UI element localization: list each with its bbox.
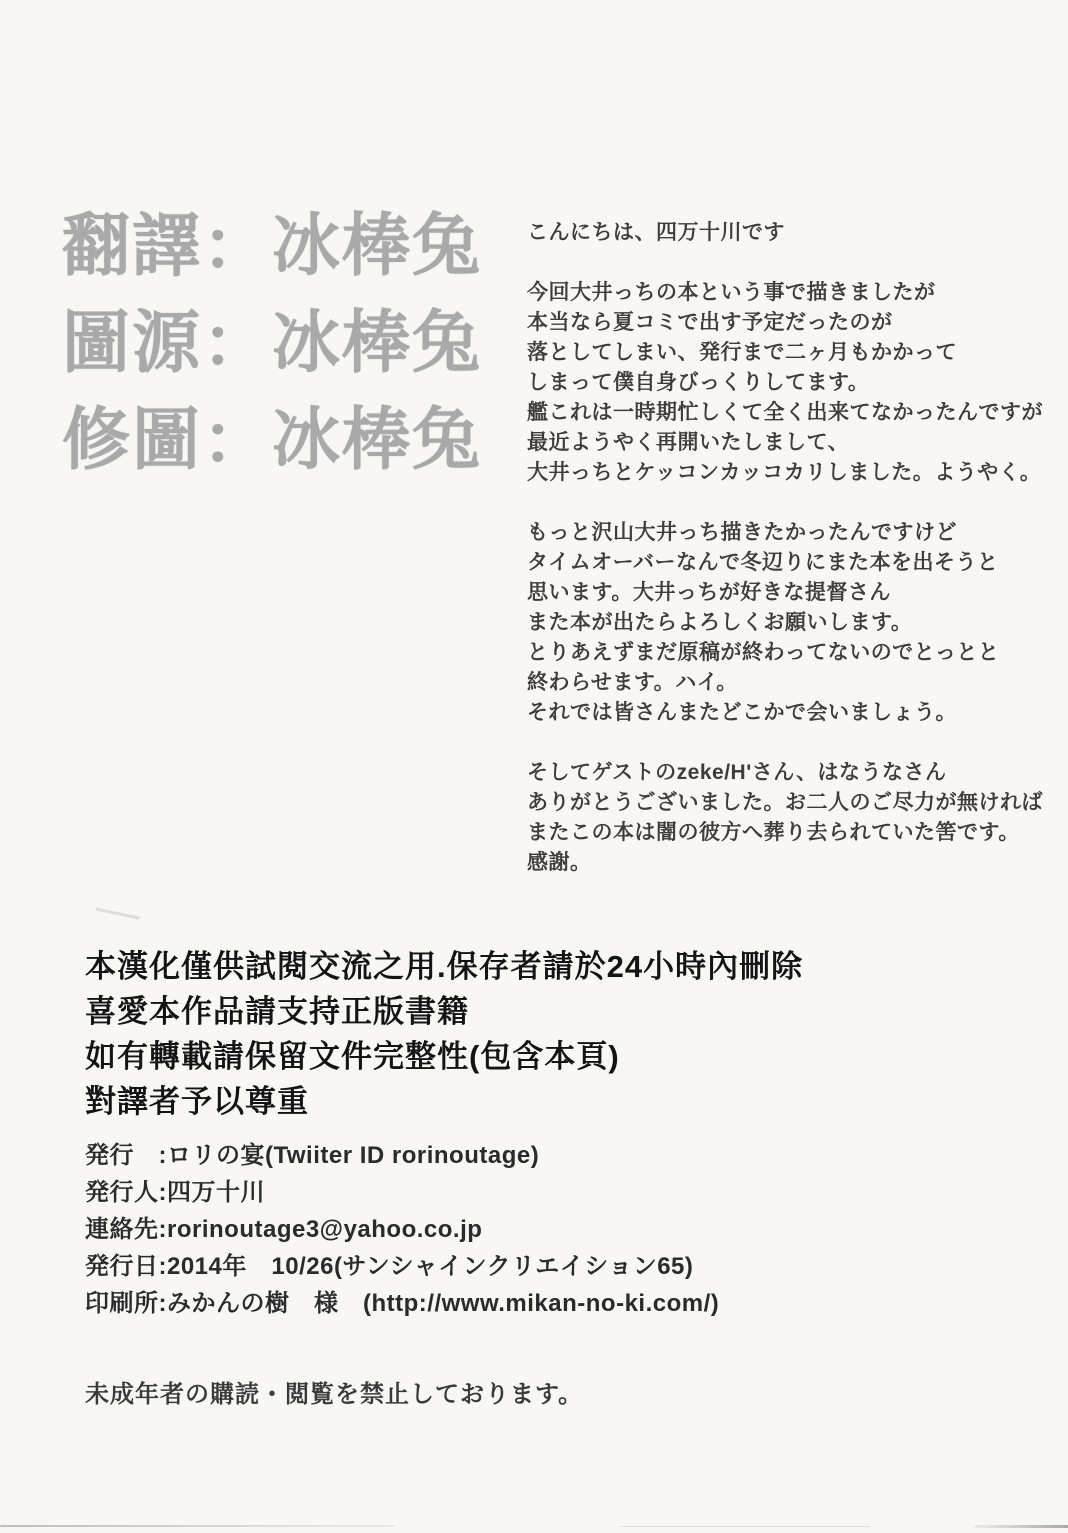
scan-artifact-bottom-mid (620, 1526, 870, 1527)
scan-artifact-bottom-left (0, 1525, 395, 1527)
notice-respect-translator: 對譯者予以尊重 (85, 1084, 309, 1119)
afterword-line: またこの本は闇の彼方へ葬り去られていた筈です。 (527, 821, 1020, 844)
afterword-line: 今回大井っちの本という事で描きましたが (527, 281, 936, 304)
afterword-line: 大井っちとケッコンカッコカリしました。ようやく。 (527, 461, 1042, 484)
notice-support-official: 喜愛本作品請支持正版書籍 (85, 994, 469, 1029)
colophon-author: 発行人:四万十川 (85, 1179, 265, 1206)
afterword-paragraph-2 (527, 518, 1057, 728)
afterword-line: そしてゲストのzeke/H'さん、はなうなさん (527, 761, 947, 784)
translation-credits (62, 198, 482, 489)
afterword-greeting (527, 218, 1057, 248)
colophon-printer: 印刷所:みかんの樹 様 (http://www.mikan-no-ki.com/) (85, 1290, 720, 1317)
afterword-line: こんにちは、四万十川です (527, 221, 785, 244)
afterword-line: とりあえずまだ原稿が終わってないのでとっとと (527, 641, 1000, 664)
notice-delete-24h: 本漢化僅供試閱交流之用.保存者請於24小時內刪除 (85, 949, 804, 984)
afterword-line: 最近ようやく再開いたしまして、 (527, 431, 850, 454)
afterword-line: ありがとうございました。お二人のご尽力が無ければ (527, 791, 1043, 814)
afterword-line: しまって僕自身びっくりしてます。 (527, 371, 870, 394)
publication-colophon (85, 1137, 719, 1322)
afterword-line: 終わらせます。ハイ。 (527, 671, 738, 694)
scan-smudge (95, 907, 140, 919)
afterword-line: それでは皆さんまたどこかで会いましょう。 (527, 701, 957, 724)
afterword-line: 感謝。 (527, 851, 592, 874)
age-restriction-notice: 未成年者の購読・閲覧を禁止しております。 (85, 1381, 584, 1408)
afterword-line: 落としてしまい、発行まで二ヶ月もかかって (527, 341, 957, 364)
afterword-line: 本当なら夏コミで出す予定だったのが (527, 311, 893, 334)
afterword-line: 艦これは一時期忙しくて全く出来てなかったんですが (527, 401, 1043, 424)
afterword-paragraph-1 (527, 278, 1057, 488)
afterword-line: 思います。大井っちが好きな提督さん (527, 581, 891, 604)
afterword-paragraph-3 (527, 758, 1057, 878)
credit-raw-provider: 圖源：冰棒兔 (62, 305, 483, 381)
scanlation-notice (85, 944, 803, 1124)
colophon-publisher: 発行 :ロリの宴(Twiiter ID rorinoutage) (85, 1142, 540, 1169)
credit-image-editor: 修圖：冰棒兔 (62, 402, 483, 478)
afterword-line: タイムオーバーなんで冬辺りにまた本を出そうと (527, 551, 999, 574)
colophon-contact-email: 連絡先:rorinoutage3@yahoo.co.jp (85, 1216, 483, 1243)
author-afterword (527, 218, 1057, 908)
afterword-line: もっと沢山大井っち描きたかったんですけど (527, 521, 957, 544)
colophon-publish-date: 発行日:2014年 10/26(サンシャインクリエイション65) (85, 1253, 694, 1280)
credit-translator: 翻譯：冰棒兔 (62, 208, 483, 284)
scan-artifact-bottom-right (973, 1525, 1068, 1528)
notice-keep-integrity: 如有轉載請保留文件完整性(包含本頁) (85, 1039, 620, 1074)
afterword-line: また本が出たらよろしくお願いします。 (527, 611, 913, 634)
